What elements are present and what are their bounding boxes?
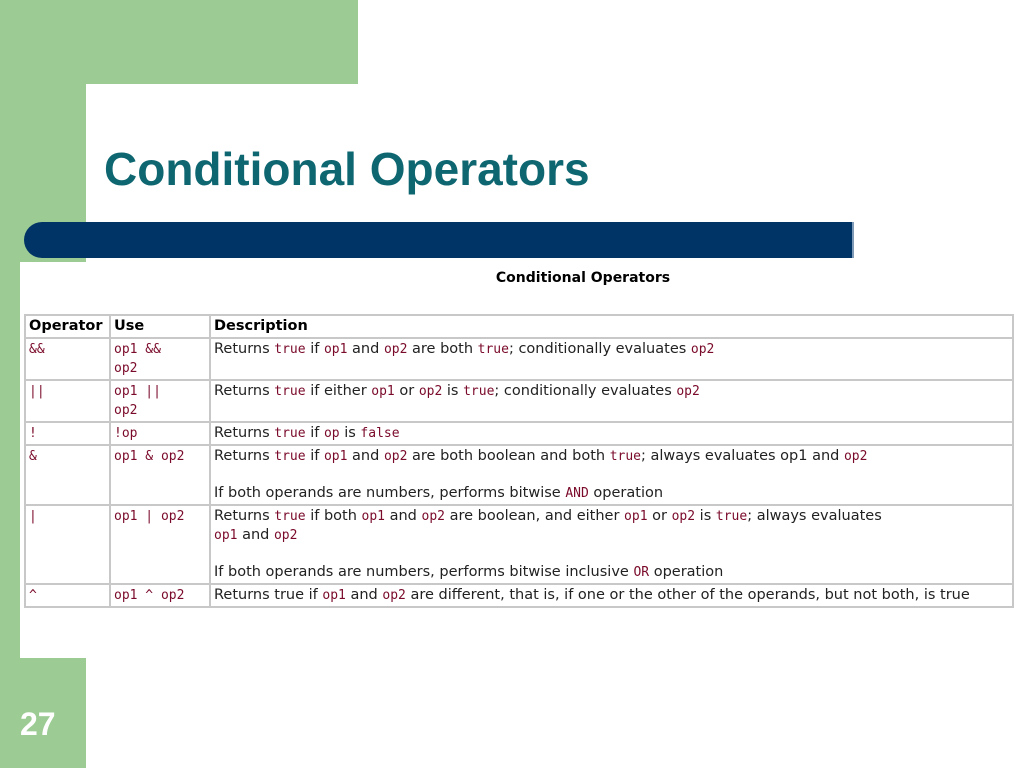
desc-code: false bbox=[360, 426, 400, 441]
desc-note bbox=[214, 563, 1009, 582]
desc-text: is bbox=[695, 508, 716, 524]
desc-text: ; always evaluates bbox=[747, 508, 882, 524]
table-row bbox=[25, 422, 1013, 445]
desc-text: ; always evaluates op1 and bbox=[641, 448, 844, 464]
desc-code: op2 bbox=[671, 509, 696, 524]
table-row bbox=[25, 445, 1013, 505]
desc-text: Returns bbox=[214, 383, 275, 399]
operator-cell bbox=[25, 584, 110, 607]
table-row bbox=[25, 338, 1013, 380]
description-cell bbox=[210, 338, 1013, 380]
operators-table bbox=[24, 314, 1014, 608]
operator-symbol: || bbox=[29, 384, 45, 399]
desc-text: Returns bbox=[214, 425, 275, 441]
desc-text: If both operands are numbers, performs bitwise inclusive bbox=[214, 564, 634, 580]
desc-code: op1 bbox=[214, 528, 238, 543]
desc-text: Returns bbox=[214, 448, 275, 464]
desc-text: if bbox=[305, 341, 324, 357]
use-code: !op bbox=[114, 426, 138, 441]
desc-code: true bbox=[715, 509, 748, 524]
desc-code: op2 bbox=[418, 384, 443, 399]
desc-text: and bbox=[347, 448, 384, 464]
operator-symbol: ! bbox=[29, 426, 37, 441]
use-code: op1 | op2 bbox=[114, 509, 185, 524]
use-code: op2 bbox=[114, 403, 138, 418]
desc-code: true bbox=[609, 449, 641, 464]
desc-text: ; conditionally evaluates bbox=[494, 383, 677, 399]
table-row bbox=[25, 505, 1013, 584]
desc-code: true bbox=[274, 509, 306, 524]
description-cell bbox=[210, 445, 1013, 505]
desc-text: operation bbox=[588, 485, 664, 501]
desc-text: if bbox=[305, 425, 324, 441]
operator-cell bbox=[25, 445, 110, 505]
desc-text: are different, that is, if one or the other of the operands, but not both, is true bbox=[405, 587, 970, 603]
desc-text: and bbox=[345, 587, 383, 603]
table-row bbox=[25, 380, 1013, 422]
use-cell bbox=[110, 422, 210, 445]
operator-symbol: | bbox=[29, 509, 37, 524]
desc-text: is bbox=[442, 383, 464, 399]
desc-code: true bbox=[477, 342, 509, 357]
desc-text: and bbox=[385, 508, 422, 524]
use-code: op1 & op2 bbox=[114, 449, 185, 464]
desc-code: op bbox=[323, 426, 340, 441]
green-top-block bbox=[0, 0, 358, 84]
use-code: op1 ^ op2 bbox=[114, 588, 185, 603]
desc-code: OR bbox=[633, 565, 650, 580]
desc-code: op2 bbox=[273, 528, 298, 543]
use-code: op2 bbox=[114, 361, 138, 376]
table-row bbox=[25, 584, 1013, 607]
desc-text: are boolean, and either bbox=[444, 508, 625, 524]
desc-text: if both bbox=[305, 508, 362, 524]
use-code: op1 || bbox=[114, 384, 161, 399]
use-code: op1 && bbox=[114, 342, 161, 357]
desc-code: op2 bbox=[383, 342, 408, 357]
desc-text: Returns bbox=[214, 508, 275, 524]
desc-code: true bbox=[274, 384, 306, 399]
desc-text: is bbox=[339, 425, 361, 441]
desc-code: op1 bbox=[322, 588, 346, 603]
desc-code: true bbox=[274, 449, 306, 464]
description-cell bbox=[210, 505, 1013, 584]
description-cell bbox=[210, 584, 1013, 607]
bar-divider bbox=[852, 222, 854, 258]
use-cell bbox=[110, 505, 210, 584]
desc-code: op1 bbox=[624, 509, 648, 524]
header-description: Description bbox=[210, 315, 1013, 338]
desc-code: op1 bbox=[323, 449, 348, 464]
header-use: Use bbox=[110, 315, 210, 338]
desc-text: are both bbox=[407, 341, 478, 357]
use-cell bbox=[110, 584, 210, 607]
desc-code: op2 bbox=[676, 384, 700, 399]
use-cell bbox=[110, 338, 210, 380]
desc-code: op2 bbox=[690, 342, 715, 357]
table-caption: Conditional Operators bbox=[495, 270, 671, 286]
desc-code: op1 bbox=[361, 509, 385, 524]
desc-note bbox=[214, 484, 1009, 503]
operator-cell bbox=[25, 422, 110, 445]
use-cell bbox=[110, 445, 210, 505]
table-header-row bbox=[25, 315, 1013, 338]
desc-code: op2 bbox=[383, 449, 408, 464]
desc-text: and bbox=[237, 527, 274, 543]
desc-text: Returns true if bbox=[214, 587, 323, 603]
desc-text: operation bbox=[649, 564, 724, 580]
use-cell bbox=[110, 380, 210, 422]
desc-code: true bbox=[463, 384, 495, 399]
table-panel bbox=[20, 262, 1018, 658]
desc-code: op1 bbox=[371, 384, 395, 399]
desc-code: op2 bbox=[382, 588, 406, 603]
desc-text: Returns bbox=[214, 341, 275, 357]
title-underline-bar bbox=[24, 222, 854, 258]
desc-text: or bbox=[394, 383, 419, 399]
operator-cell bbox=[25, 338, 110, 380]
description-cell bbox=[210, 380, 1013, 422]
desc-text: ; conditionally evaluates bbox=[508, 341, 691, 357]
page-number: 27 bbox=[20, 706, 56, 742]
desc-code: true bbox=[274, 342, 306, 357]
desc-code: op2 bbox=[421, 509, 445, 524]
description-cell bbox=[210, 422, 1013, 445]
operator-symbol: && bbox=[29, 342, 45, 357]
operator-cell bbox=[25, 505, 110, 584]
operator-symbol: & bbox=[29, 449, 37, 464]
desc-code: AND bbox=[565, 486, 589, 501]
desc-text: if bbox=[305, 448, 324, 464]
desc-code: op2 bbox=[843, 449, 868, 464]
operator-cell bbox=[25, 380, 110, 422]
header-operator: Operator bbox=[25, 315, 110, 338]
desc-code: true bbox=[274, 426, 306, 441]
desc-text: if either bbox=[305, 383, 372, 399]
operator-symbol: ^ bbox=[29, 588, 37, 603]
slide-title: Conditional Operators bbox=[104, 143, 590, 195]
desc-text: or bbox=[647, 508, 672, 524]
desc-code: op1 bbox=[323, 342, 348, 357]
desc-text: are both boolean and both bbox=[407, 448, 610, 464]
desc-text: and bbox=[347, 341, 384, 357]
desc-text: If both operands are numbers, performs bitwise bbox=[214, 485, 566, 501]
